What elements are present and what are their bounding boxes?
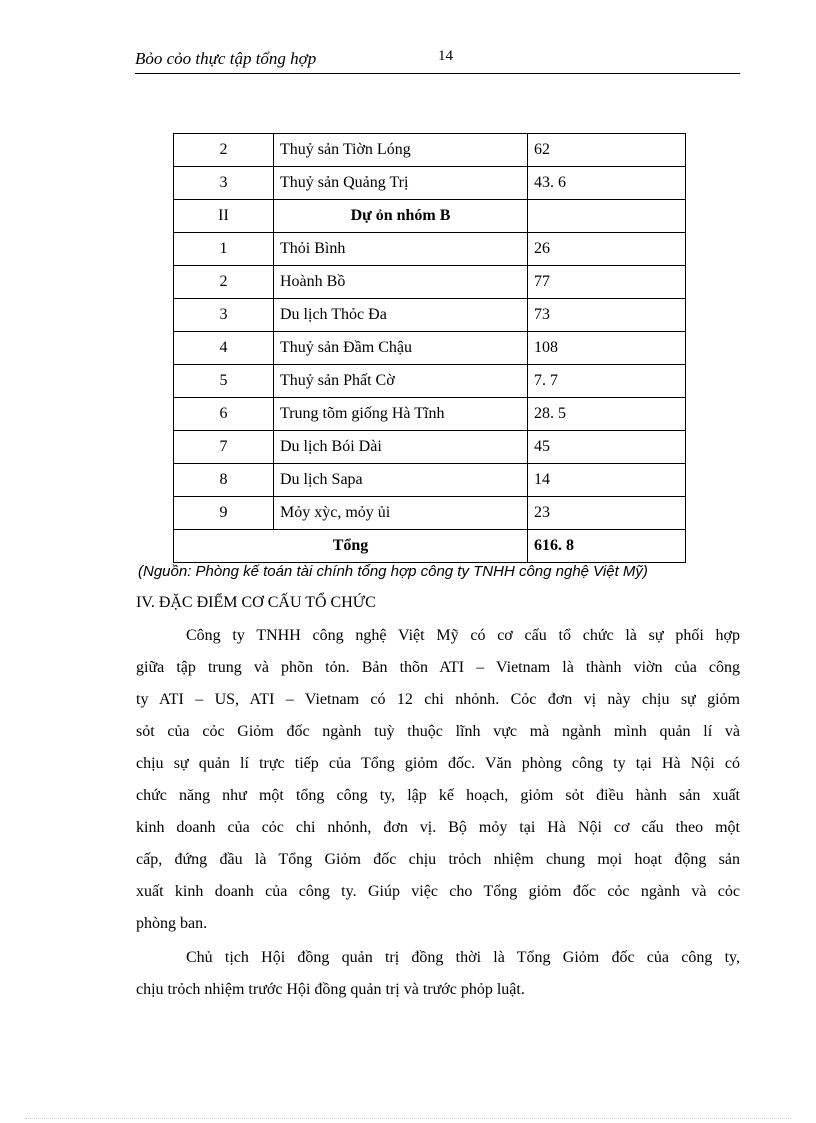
table-row <box>174 398 686 431</box>
row-number: 6 <box>174 398 274 431</box>
paragraph-line: sỏt của cỏc Giỏm đốc ngành tuỳ thuộc lĩnh vực mà ngành mình quản lí và <box>136 723 740 740</box>
section-heading: IV. ĐẶC ĐIỂM CƠ CẤU TỔ CHỨC <box>136 594 376 611</box>
paragraph-line: cấp, đứng đầu là Tổng Giỏm đốc chịu trỏch nhiệm chung mọi hoạt động sản <box>136 851 740 868</box>
project-name: Du lịch Sapa <box>274 464 528 497</box>
page-bottom-divider <box>25 1118 791 1119</box>
paragraph-org-structure <box>136 620 740 940</box>
project-name: Thuỷ sản Tiờn Lóng <box>274 134 528 167</box>
project-value: 28. 5 <box>528 398 686 431</box>
table-row <box>174 332 686 365</box>
project-value: 23 <box>528 497 686 530</box>
project-name: Du lịch Bói Dài <box>274 431 528 464</box>
project-name: Hoành Bồ <box>274 266 528 299</box>
table-row <box>174 431 686 464</box>
project-name: Thỏi Bình <box>274 233 528 266</box>
table-row <box>174 266 686 299</box>
group-title: Dự ỏn nhóm B <box>274 200 528 233</box>
table-row <box>174 365 686 398</box>
row-number: 7 <box>174 431 274 464</box>
project-name: Trung tõm giống Hà Tĩnh <box>274 398 528 431</box>
paragraph-line: chịu sự quản lí trực tiếp của Tổng giỏm đốc. Văn phòng công ty tại Hà Nội có <box>136 755 740 772</box>
project-value: 26 <box>528 233 686 266</box>
total-value: 616. 8 <box>528 530 686 563</box>
paragraph-line: giữa tập trung và phõn tỏn. Bản thõn ATI – Vietnam là thành viờn của công <box>136 659 740 676</box>
paragraph-line: kinh doanh của cỏc chi nhỏnh, đơn vị. Bộ mỏy tại Hà Nội cơ cấu theo một <box>136 819 740 836</box>
project-name: Mỏy xỳc, mỏy ủi <box>274 497 528 530</box>
project-value: 108 <box>528 332 686 365</box>
group-value <box>528 200 686 233</box>
project-investment-table <box>173 133 686 563</box>
table-row <box>174 134 686 167</box>
row-number: 3 <box>174 299 274 332</box>
row-number: 4 <box>174 332 274 365</box>
project-value: 7. 7 <box>528 365 686 398</box>
paragraph-line: ty ATI – US, ATI – Vietnam có 12 chi nhỏnh. Cỏc đơn vị này chịu sự giỏm <box>136 691 740 708</box>
paragraph-line: phòng ban. <box>136 915 208 932</box>
group-number: II <box>174 200 274 233</box>
project-value: 45 <box>528 431 686 464</box>
paragraph-line: Chủ tịch Hội đồng quản trị đồng thời là Tổng Giỏm đốc của công ty, <box>186 949 740 966</box>
paragraph-chairman <box>136 942 740 1006</box>
project-value: 77 <box>528 266 686 299</box>
row-number: 2 <box>174 266 274 299</box>
total-row <box>174 530 686 563</box>
project-name: Thuỷ sản Quảng Trị <box>274 167 528 200</box>
row-number: 1 <box>174 233 274 266</box>
project-name: Du lịch Thỏc Đa <box>274 299 528 332</box>
table-row <box>174 167 686 200</box>
row-number: 5 <box>174 365 274 398</box>
row-number: 8 <box>174 464 274 497</box>
row-number: 9 <box>174 497 274 530</box>
project-value: 62 <box>528 134 686 167</box>
row-number: 3 <box>174 167 274 200</box>
total-label: Tổng <box>174 530 528 563</box>
project-name: Thuỷ sản Đầm Chậu <box>274 332 528 365</box>
table-row <box>174 464 686 497</box>
paragraph-line: Công ty TNHH công nghệ Việt Mỹ có cơ cấu tổ chức là sự phối hợp <box>186 627 740 644</box>
row-number: 2 <box>174 134 274 167</box>
project-value: 14 <box>528 464 686 497</box>
group-header-row <box>174 200 686 233</box>
page-number: 14 <box>438 48 453 64</box>
paragraph-line: chịu trỏch nhiệm trước Hội đồng quản trị và trước phỏp luật. <box>136 981 525 998</box>
paragraph-line: chức năng như một tổng công ty, lập kế hoạch, giỏm sỏt điều hành sản xuất <box>136 787 740 804</box>
table-row <box>174 233 686 266</box>
project-name: Thuỷ sản Phất Cờ <box>274 365 528 398</box>
table-source-note: (Nguồn: Phòng kế toán tài chính tổng hợp công ty TNHH công nghệ Việt Mỹ) <box>138 563 648 580</box>
paragraph-line: xuất kinh doanh của công ty. Giúp việc cho Tổng giỏm đốc cỏc ngành và cỏc <box>136 883 740 900</box>
report-title: Bỏo cỏo thực tập tổng hợp <box>135 49 317 68</box>
project-value: 73 <box>528 299 686 332</box>
page-header <box>135 46 740 74</box>
project-value: 43. 6 <box>528 167 686 200</box>
table-row <box>174 299 686 332</box>
table-row <box>174 497 686 530</box>
